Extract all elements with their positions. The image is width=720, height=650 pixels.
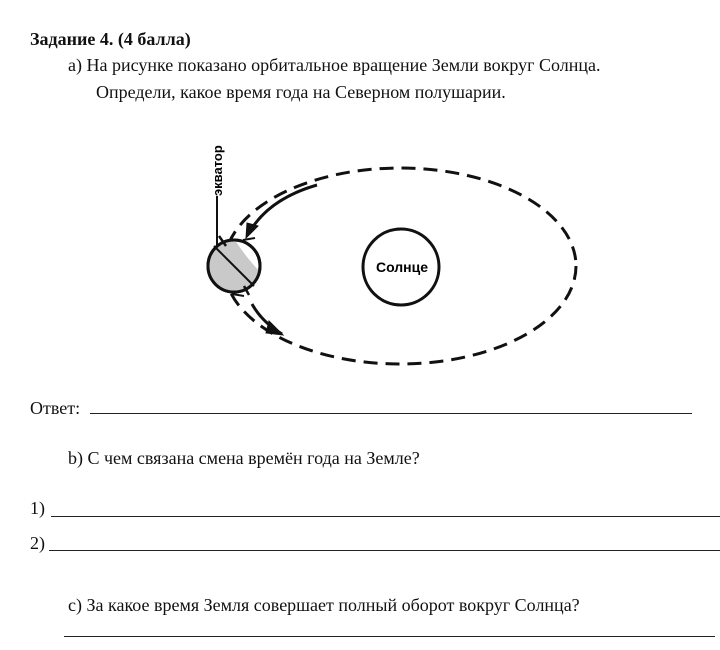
part-b-item1-label: 1) (30, 498, 45, 518)
part-c-answer-line[interactable] (64, 636, 715, 637)
part-a-question-line1: а) На рисунке показано орбитальное вращение Земли вокруг Солнца. (68, 55, 601, 75)
answer-a-line[interactable] (90, 413, 692, 414)
part-c-question: с) За какое время Земля совершает полный оборот вокруг Солнца? (68, 595, 580, 615)
orbit-arrow-lower-head (266, 321, 283, 335)
part-a-question-line2: Определи, какое время года на Северном полушарии. (96, 82, 506, 102)
equator-label: экватор (210, 145, 225, 196)
part-b-item2-label: 2) (30, 533, 45, 553)
answer-a-label: Ответ: (30, 398, 81, 418)
part-b-question: b) С чем связана смена времён года на Земле? (68, 448, 420, 468)
sun-label: Солнце (375, 259, 429, 275)
part-b-item2-line[interactable] (49, 550, 720, 551)
task-title: Задание 4. (4 балла) (30, 29, 191, 49)
orbit-arrow-upper-head (246, 223, 258, 238)
part-b-item1-line[interactable] (51, 516, 720, 517)
